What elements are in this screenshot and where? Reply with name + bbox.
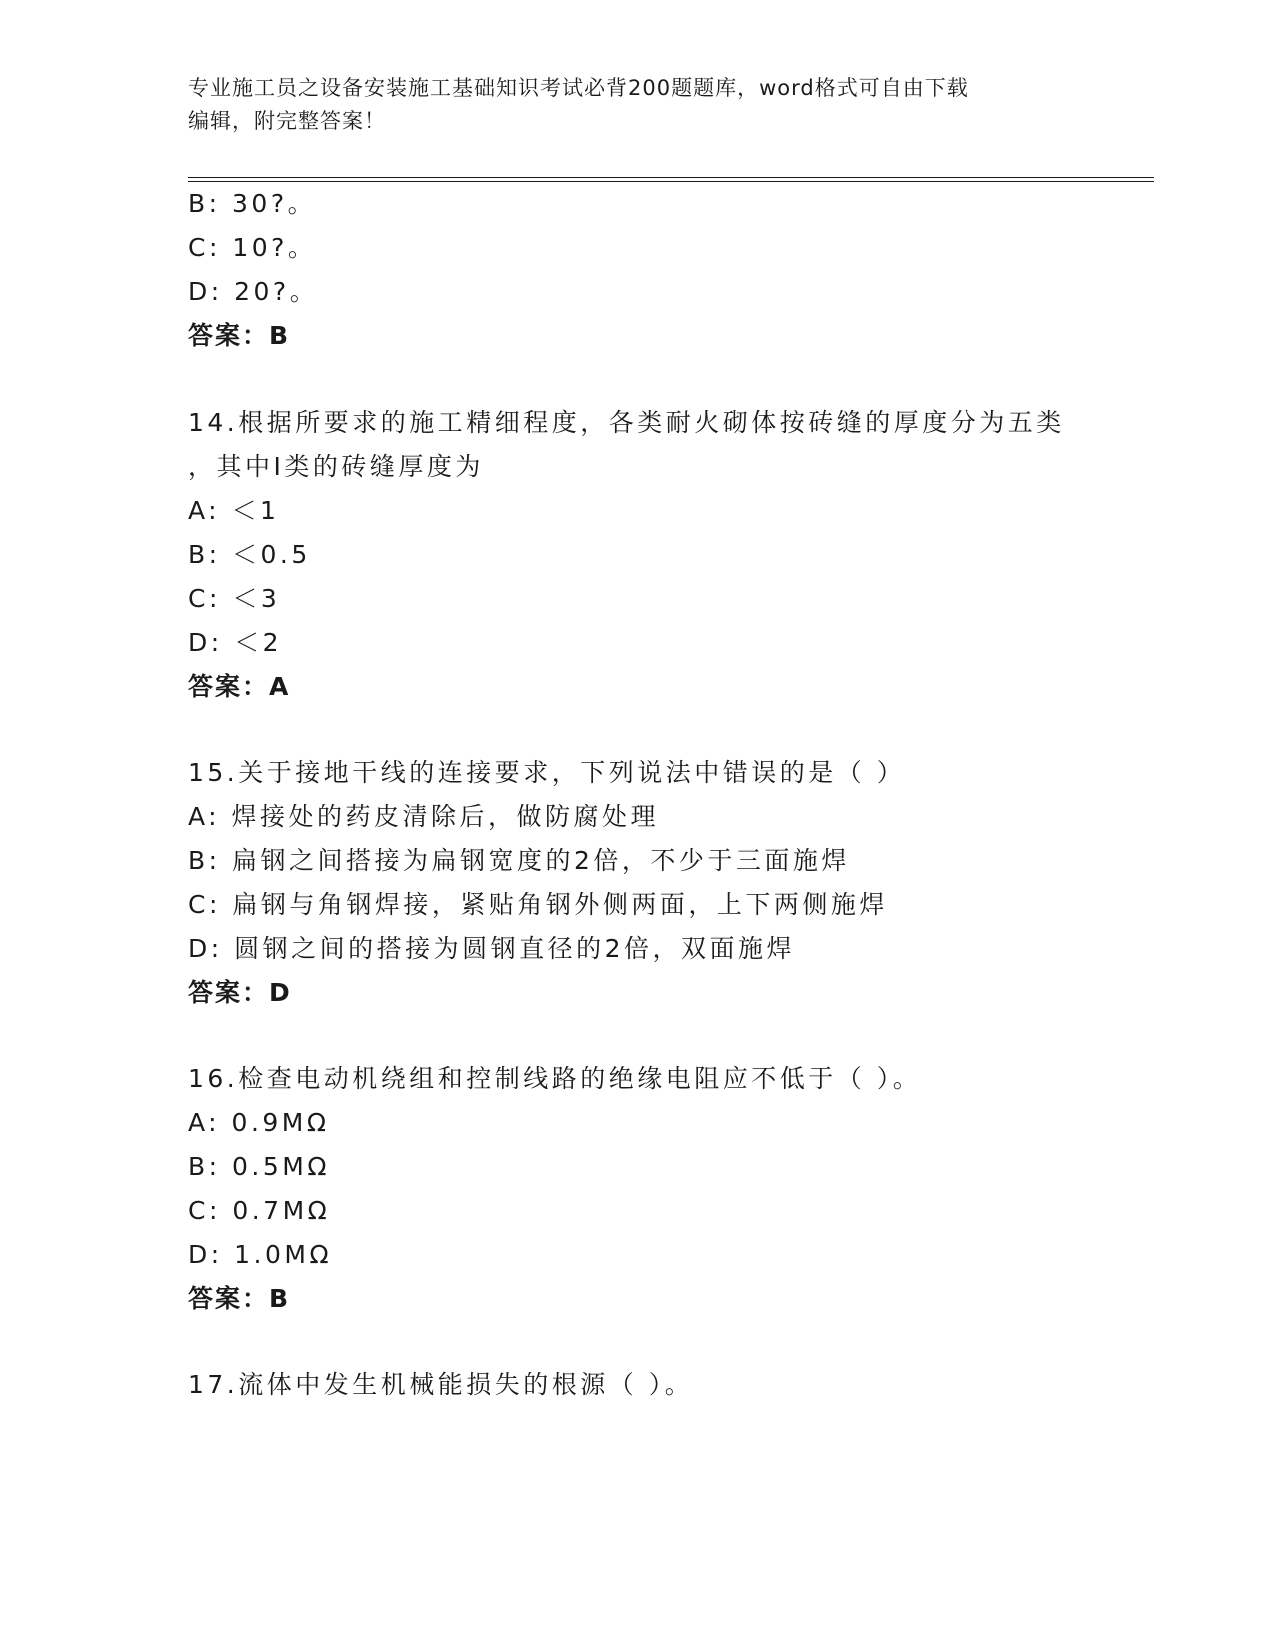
q16-stem: 16.检查电动机绕组和控制线路的绝缘电阻应不低于（ ）。: [188, 1064, 922, 1093]
q13-answer: 答案：B: [188, 321, 291, 350]
document-header: [188, 72, 1088, 138]
q15-option-a: A: 焊接处的药皮清除后，做防腐处理: [188, 802, 660, 831]
q16-option-c: C: 0.7MΩ: [188, 1196, 331, 1225]
header-title-line2: 编辑，附完整答案！: [188, 109, 386, 133]
q15-option-d: D: 圆钢之间的搭接为圆钢直径的2倍，双面施焊: [188, 934, 796, 963]
q16-answer: 答案：B: [188, 1284, 291, 1313]
q14-option-a: A: ＜1: [188, 496, 280, 525]
q15-option-c: C: 扁钢与角钢焊接，紧贴角钢外侧两面，上下两侧施焊: [188, 890, 888, 919]
header-title-line1: 专业施工员之设备安装施工基础知识考试必背200题题库，word格式可自由下载: [188, 76, 969, 100]
q14-option-d: D: ＜2: [188, 628, 283, 657]
q13-option-d: D: 20?。: [188, 277, 319, 306]
q15-option-b: B: 扁钢之间搭接为扁钢宽度的2倍，不少于三面施焊: [188, 846, 850, 875]
q15-stem: 15.关于接地干线的连接要求，下列说法中错误的是（ ）: [188, 758, 906, 787]
q13-option-b: B: 30?。: [188, 189, 317, 218]
q14-stem-line1: 14.根据所要求的施工精细程度，各类耐火砌体按砖缝的厚度分为五类: [188, 408, 1065, 437]
q15-answer: 答案：D: [188, 978, 292, 1007]
q14-stem-line2: ，其中Ⅰ类的砖缝厚度为: [188, 452, 484, 481]
header-divider-top: [188, 177, 1154, 178]
q14-answer: 答案：A: [188, 672, 291, 701]
q14-option-b: B: ＜0.5: [188, 540, 311, 569]
q17-stem: 17.流体中发生机械能损失的根源（ ）。: [188, 1370, 694, 1399]
q13-option-c: C: 10?。: [188, 233, 317, 262]
q16-option-a: A: 0.9MΩ: [188, 1108, 330, 1137]
header-divider-bottom: [188, 181, 1154, 182]
q14-option-c: C: ＜3: [188, 584, 281, 613]
q16-option-d: D: 1.0MΩ: [188, 1240, 333, 1269]
q16-option-b: B: 0.5MΩ: [188, 1152, 330, 1181]
